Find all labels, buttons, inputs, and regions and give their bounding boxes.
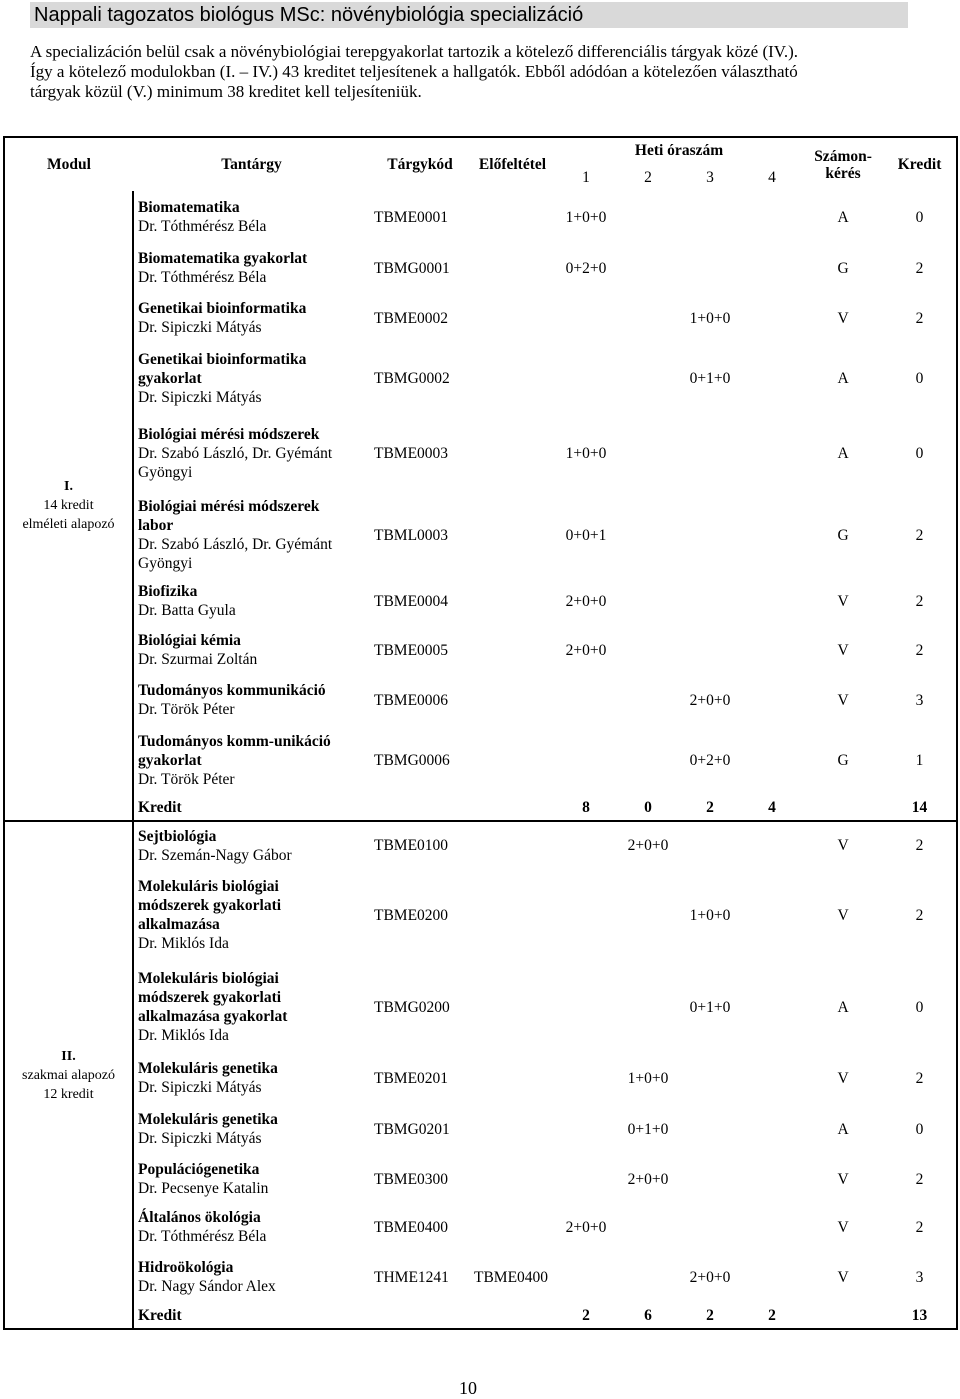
col-header-tantargy: Tantárgy (221, 156, 282, 173)
subject-teacher: Dr. Szabó László, Dr. Gyémánt Gyöngyi (138, 444, 333, 481)
weekly-hours-sem-2 (617, 961, 679, 1053)
subject-code: TBME0003 (374, 444, 449, 462)
exam-type: G (837, 751, 849, 769)
subject-code: TBMG0002 (374, 369, 450, 387)
weekly-hours-sem-3 (679, 243, 741, 293)
col-header-kredit: Kredit (897, 156, 942, 173)
subject-cell (133, 725, 370, 795)
weekly-hours-sem-4 (741, 243, 803, 293)
subject-teacher: Dr. Török Péter (138, 770, 235, 788)
credit-value: 2 (915, 259, 924, 277)
subject-teacher: Dr. Sipiczki Mátyás (138, 388, 262, 406)
table-row (4, 675, 957, 725)
weekly-hours-sem-4 (741, 1251, 803, 1303)
subject-name-cont: gyakorlat (138, 751, 202, 769)
subject-code: TBME0300 (374, 1170, 449, 1188)
weekly-hours-sem-2 (617, 1251, 679, 1303)
subject-name: Molekuláris biológiai (138, 878, 279, 895)
total-hours-s2: 0 (644, 799, 652, 816)
total-hours-s3: 2 (706, 1307, 714, 1324)
weekly-hours-sem-4 (741, 293, 803, 343)
subject-teacher: Dr. Nagy Sándor Alex (138, 1278, 276, 1295)
weekly-hours-sem-3 (679, 821, 741, 869)
subject-cell (133, 191, 370, 243)
subject-prerequisite (470, 1203, 555, 1251)
module-cell (4, 821, 133, 1329)
weekly-hours-sem-2: 1+0+0 (627, 1069, 669, 1087)
subject-teacher: Dr. Tóthmérész Béla (138, 269, 267, 286)
exam-type: A (837, 444, 849, 462)
weekly-hours-sem-3 (679, 1155, 741, 1203)
table-row (4, 413, 957, 493)
weekly-hours-sem-4 (741, 343, 803, 413)
module-label: szakmai alapozó (22, 1067, 115, 1083)
module-number: II. (61, 1048, 76, 1064)
subject-cell (133, 243, 370, 293)
exam-type: A (837, 1120, 849, 1138)
weekly-hours-sem-2 (617, 343, 679, 413)
subject-name-cont: módszerek gyakorlati alkalmazása gyakorlat (138, 989, 288, 1025)
subject-prerequisite (470, 1155, 555, 1203)
weekly-hours-sem-2 (617, 869, 679, 961)
subject-prerequisite (470, 869, 555, 961)
weekly-hours-sem-2 (617, 725, 679, 795)
subject-name: Molekuláris biológiai (138, 970, 279, 987)
credit-value: 2 (915, 1170, 924, 1188)
subject-name: Biológiai mérési módszerek (138, 498, 320, 515)
col-header-elofeltetel: Előfeltétel (478, 156, 547, 173)
page-number: 10 (459, 1378, 477, 1398)
weekly-hours-sem-2: 2+0+0 (627, 1170, 669, 1188)
total-hours-s3: 2 (706, 799, 714, 816)
intro-line: A specializáción belül csak a növénybiológiai terepgyakorlat tartozik a kötelező differenciális tárgyak közé (IV.). (30, 42, 799, 61)
credit-value: 3 (915, 1268, 924, 1286)
credit-value: 0 (915, 208, 924, 226)
subject-name: Biomatematika (138, 199, 240, 216)
weekly-hours-sem-1 (555, 1251, 617, 1303)
total-hours-s2: 6 (644, 1307, 652, 1324)
col-header-modul: Modul (47, 156, 91, 173)
total-hours-s4: 2 (768, 1307, 776, 1324)
intro-line: tárgyak közül (V.) minimum 38 kreditet kell teljesíteniük. (30, 82, 422, 101)
weekly-hours-sem-3 (679, 1053, 741, 1103)
subject-teacher: Dr. Tóthmérész Béla (138, 218, 267, 235)
weekly-hours-sem-4 (741, 625, 803, 675)
weekly-hours-sem-4 (741, 1155, 803, 1203)
exam-type: V (837, 592, 849, 610)
weekly-hours-sem-3: 2+0+0 (689, 1268, 731, 1286)
weekly-hours-sem-2 (617, 293, 679, 343)
exam-type: V (837, 641, 849, 659)
weekly-hours-sem-2: 2+0+0 (617, 821, 679, 869)
weekly-hours-sem-4 (741, 191, 803, 243)
weekly-hours-sem-2: 0+1+0 (627, 1120, 669, 1138)
subject-code: TBME0005 (374, 641, 449, 659)
subject-code: TBME0100 (370, 821, 470, 869)
weekly-hours-sem-3 (679, 493, 741, 577)
weekly-hours-sem-2 (617, 191, 679, 243)
exam-type: V (837, 906, 849, 924)
subject-name: Genetikai bioinformatika (138, 300, 307, 317)
weekly-hours-sem-2 (617, 243, 679, 293)
weekly-hours-sem-1 (555, 821, 617, 869)
subject-cell (133, 293, 370, 343)
subject-teacher: Dr. Szemán-Nagy Gábor (138, 846, 292, 864)
weekly-hours-sem-2 (617, 493, 679, 577)
weekly-hours-sem-4 (741, 493, 803, 577)
weekly-hours-sem-3 (679, 625, 741, 675)
subject-prerequisite (470, 675, 555, 725)
table-row (4, 1103, 957, 1155)
subject-name: Sejtbiológia (138, 827, 217, 845)
total-hours-s1: 2 (582, 1307, 590, 1324)
subject-prerequisite (470, 821, 555, 869)
subject-prerequisite: TBME0400 (474, 1268, 549, 1286)
weekly-hours-sem-3 (679, 1103, 741, 1155)
weekly-hours-sem-2 (617, 625, 679, 675)
subject-cell (133, 625, 370, 675)
subject-name: Általános ökológia (138, 1209, 261, 1226)
weekly-hours-sem-1 (555, 1155, 617, 1203)
credit-value: 2 (883, 821, 957, 869)
module-number: I. (64, 479, 73, 494)
total-credit: 13 (911, 1307, 928, 1324)
table-row (4, 1251, 957, 1303)
subject-cell (133, 961, 370, 1053)
weekly-hours-sem-4 (741, 821, 803, 869)
col-header-szamonkeres (803, 137, 883, 191)
credit-value: 2 (915, 641, 924, 659)
col-header-targykod: Tárgykód (387, 156, 453, 173)
table-row (4, 625, 957, 675)
credit-value: 0 (915, 1120, 924, 1138)
subject-code: TBML0003 (374, 526, 449, 544)
module-label: elméleti alapozó (22, 517, 115, 532)
credit-value: 1 (915, 751, 924, 769)
subject-cell (133, 493, 370, 577)
table-row (4, 1053, 957, 1103)
weekly-hours-sem-1 (555, 1103, 617, 1155)
module-label: 12 kredit (43, 1086, 94, 1102)
subject-cell (133, 413, 370, 493)
subject-code: TBMG0001 (374, 259, 450, 277)
subject-prerequisite (470, 413, 555, 493)
table-row (4, 1155, 957, 1203)
subject-teacher: Dr. Szurmai Zoltán (138, 651, 258, 668)
subject-name-cont: labor (138, 517, 174, 534)
intro-paragraph (30, 42, 930, 102)
weekly-hours-sem-1: 1+0+0 (565, 208, 607, 226)
table-row (4, 821, 957, 869)
subject-code: TBME0006 (374, 691, 449, 709)
weekly-hours-sem-2 (617, 675, 679, 725)
weekly-hours-sem-3: 0+2+0 (689, 751, 731, 769)
exam-type: G (837, 259, 849, 277)
weekly-hours-sem-3: 1+0+0 (689, 906, 731, 924)
weekly-hours-sem-4 (741, 961, 803, 1053)
subject-teacher: Dr. Batta Gyula (138, 602, 236, 619)
subject-teacher: Dr. Szabó László, Dr. Gyémánt Gyöngyi (138, 536, 333, 572)
total-empty (803, 795, 883, 821)
table-row (4, 343, 957, 413)
weekly-hours-sem-1: 2+0+0 (565, 641, 607, 659)
subject-name: Biológiai mérési módszerek (138, 425, 320, 443)
weekly-hours-sem-4 (741, 725, 803, 795)
col-header-heti-oraszam: Heti óraszám (634, 142, 724, 159)
weekly-hours-sem-1 (555, 675, 617, 725)
weekly-hours-sem-4 (741, 1103, 803, 1155)
weekly-hours-sem-3: 1+0+0 (689, 309, 731, 327)
weekly-hours-sem-3 (679, 413, 741, 493)
exam-type: V (837, 1218, 849, 1236)
weekly-hours-sem-2 (617, 577, 679, 625)
subject-code: TBME0201 (374, 1069, 449, 1087)
subject-name-cont: módszerek gyakorlati alkalmazása (138, 897, 282, 933)
subject-teacher: Dr. Pecsenye Katalin (138, 1180, 269, 1197)
weekly-hours-sem-3: 0+1+0 (689, 369, 731, 387)
total-hours-s1: 8 (582, 799, 590, 816)
subject-prerequisite (470, 625, 555, 675)
credit-value: 0 (915, 444, 924, 462)
subject-name: Molekuláris genetika (138, 1111, 278, 1128)
module-total-row (4, 1303, 957, 1329)
weekly-hours-sem-3 (679, 1203, 741, 1251)
exam-type: A (837, 998, 849, 1016)
table-row (4, 577, 957, 625)
subject-cell (133, 577, 370, 625)
subject-teacher: Dr. Miklós Ida (138, 1027, 229, 1044)
subject-teacher: Dr. Sipiczki Mátyás (138, 319, 262, 336)
subject-name: Tudományos kommunikáció (138, 682, 326, 699)
weekly-hours-sem-1 (555, 869, 617, 961)
module-cell (4, 191, 133, 821)
module-label: 14 kredit (43, 498, 94, 513)
exam-type: V (837, 1069, 849, 1087)
weekly-hours-sem-1 (555, 343, 617, 413)
col-header-week-3: 3 (706, 168, 714, 186)
weekly-hours-sem-1: 2+0+0 (565, 1218, 607, 1236)
credit-value: 2 (915, 1069, 924, 1087)
subject-code: TBMG0201 (374, 1120, 450, 1138)
subject-prerequisite (470, 243, 555, 293)
subject-code: TBME0200 (374, 906, 449, 924)
subject-cell (133, 343, 370, 413)
credit-value: 2 (915, 309, 924, 327)
subject-cell (133, 869, 370, 961)
subject-cell (133, 1251, 370, 1303)
weekly-hours-sem-2 (617, 413, 679, 493)
subject-teacher: Dr. Sipiczki Mátyás (138, 1079, 262, 1096)
weekly-hours-sem-1 (555, 725, 617, 795)
total-label: Kredit (138, 1307, 182, 1324)
subject-prerequisite (470, 343, 555, 413)
weekly-hours-sem-1 (555, 961, 617, 1053)
subject-code: TBME0004 (374, 592, 449, 610)
subject-cell (133, 675, 370, 725)
subject-teacher: Dr. Sipiczki Mátyás (138, 1130, 262, 1147)
subject-prerequisite (470, 725, 555, 795)
subject-name: Biológiai kémia (138, 632, 241, 649)
subject-name: Biomatematika gyakorlat (138, 250, 308, 267)
credit-value: 2 (915, 592, 924, 610)
exam-type: A (837, 369, 849, 387)
credit-value: 2 (915, 526, 924, 544)
weekly-hours-sem-1: 0+0+1 (565, 526, 607, 544)
subject-prerequisite (470, 961, 555, 1053)
subject-code: TBME0001 (374, 208, 449, 226)
exam-type: V (803, 821, 883, 869)
col-header-week-2: 2 (644, 168, 652, 186)
exam-type: V (837, 309, 849, 327)
subject-teacher: Dr. Miklós Ida (138, 935, 229, 952)
weekly-hours-sem-3: 0+1+0 (689, 998, 731, 1016)
subject-prerequisite (470, 577, 555, 625)
credit-value: 2 (915, 906, 924, 924)
total-hours-s4: 4 (768, 799, 776, 816)
subject-cell (133, 1155, 370, 1203)
weekly-hours-sem-4 (741, 413, 803, 493)
exam-type: A (837, 208, 849, 226)
credit-value: 0 (915, 369, 924, 387)
total-credit: 14 (911, 799, 928, 816)
subject-code: TBME0002 (374, 309, 449, 327)
table-row (4, 493, 957, 577)
subject-name: Biofizika (138, 583, 198, 600)
subject-teacher: Dr. Török Péter (138, 701, 235, 718)
weekly-hours-sem-1 (555, 1053, 617, 1103)
col-header-szamonkeres-line: Számon- (814, 147, 872, 165)
total-label: Kredit (138, 799, 182, 816)
weekly-hours-sem-4 (741, 1203, 803, 1251)
table-row (4, 191, 957, 243)
subject-code: TBMG0200 (374, 998, 450, 1016)
table-header-row-1 (4, 137, 957, 163)
weekly-hours-sem-2 (617, 1203, 679, 1251)
subject-name: Molekuláris genetika (138, 1060, 278, 1077)
subject-cell (133, 1053, 370, 1103)
table-row (4, 869, 957, 961)
exam-type: V (837, 1170, 849, 1188)
weekly-hours-sem-3 (679, 191, 741, 243)
title-bar (30, 2, 908, 28)
subject-prerequisite (470, 493, 555, 577)
col-header-week-1: 1 (582, 168, 590, 186)
total-empty (803, 1303, 883, 1329)
col-header-szamonkeres-line: kérés (825, 164, 861, 182)
module-total-row (4, 795, 957, 821)
weekly-hours-sem-1: 2+0+0 (565, 592, 607, 610)
subject-name: Hidroökológia (138, 1259, 234, 1276)
subject-prerequisite (470, 1103, 555, 1155)
weekly-hours-sem-4 (741, 577, 803, 625)
subject-code: TBMG0006 (374, 751, 450, 769)
weekly-hours-sem-4 (741, 675, 803, 725)
intro-line: Így a kötelező modulokban (I. – IV.) 43 kreditet teljesítenek a hallgatók. Ebből adódóan a kötelezően választható (30, 62, 798, 81)
weekly-hours-sem-4 (741, 869, 803, 961)
weekly-hours-sem-1: 0+2+0 (565, 259, 607, 277)
subject-code: THME1241 (374, 1268, 449, 1286)
subject-prerequisite (470, 1053, 555, 1103)
subject-cell (133, 821, 370, 869)
exam-type: V (837, 691, 849, 709)
subject-prerequisite (470, 293, 555, 343)
subject-prerequisite (470, 191, 555, 243)
weekly-hours-sem-3 (679, 577, 741, 625)
table-row (4, 243, 957, 293)
table-row (4, 293, 957, 343)
table-row (4, 725, 957, 795)
page-title: Nappali tagozatos biológus MSc: növénybiológia specializáció (34, 4, 584, 26)
credit-value: 2 (915, 1218, 924, 1236)
exam-type: V (837, 1268, 849, 1286)
subject-name: Genetikai bioinformatika (138, 350, 307, 368)
exam-type: G (837, 526, 849, 544)
credit-value: 3 (915, 691, 924, 709)
col-header-week-4: 4 (768, 168, 776, 186)
subject-teacher: Dr. Tóthmérész Béla (138, 1228, 267, 1245)
subject-name: Tudományos komm-unikáció (138, 732, 331, 750)
subject-name-cont: gyakorlat (138, 369, 202, 387)
table-row (4, 961, 957, 1053)
curriculum-table (3, 136, 958, 1330)
subject-cell (133, 1103, 370, 1155)
subject-cell (133, 1203, 370, 1251)
weekly-hours-sem-4 (741, 1053, 803, 1103)
credit-value: 0 (915, 998, 924, 1016)
subject-name: Populációgenetika (138, 1161, 260, 1178)
weekly-hours-sem-3: 2+0+0 (689, 691, 731, 709)
weekly-hours-sem-1: 1+0+0 (565, 444, 607, 462)
table-row (4, 1203, 957, 1251)
subject-code: TBME0400 (374, 1218, 449, 1236)
weekly-hours-sem-1 (555, 293, 617, 343)
